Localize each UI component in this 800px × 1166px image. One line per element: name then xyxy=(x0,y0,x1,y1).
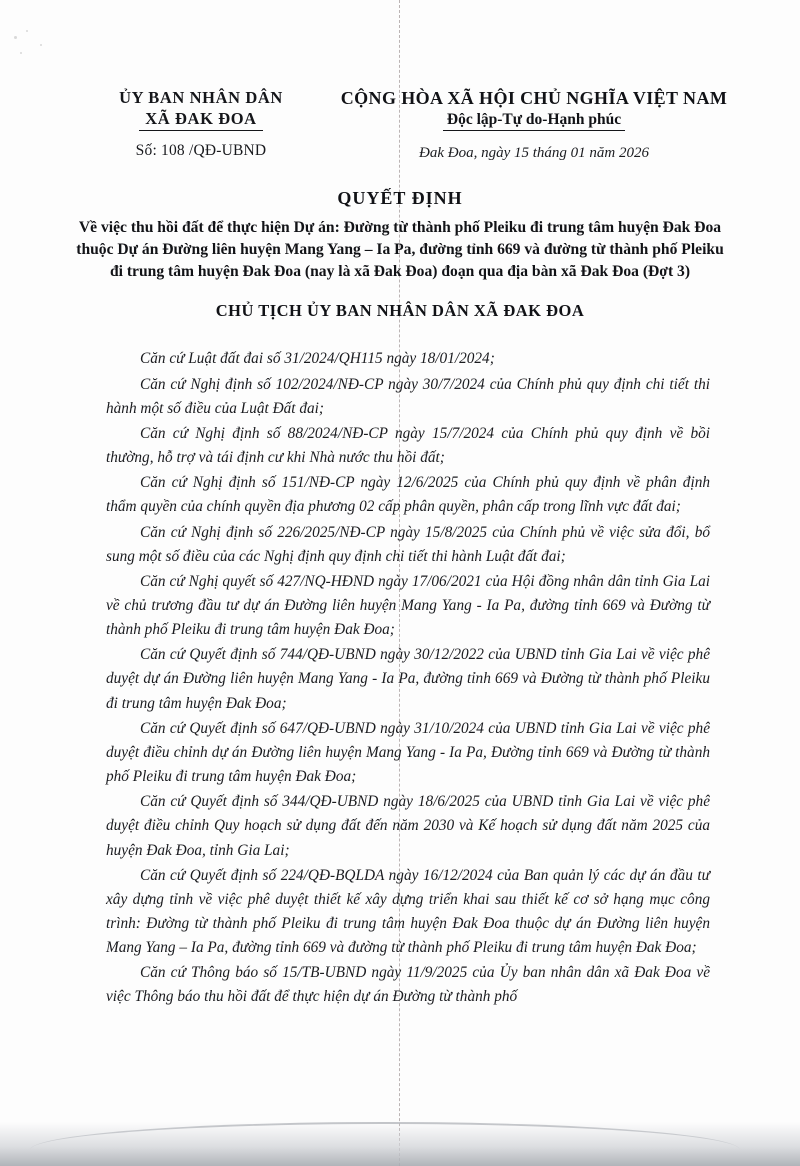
legal-basis-paragraph: Căn cứ Thông báo số 15/TB-UBND ngày 11/9/2025 của Ủy ban nhân dân xã Đak Đoa về việc Thông báo thu hồi đất để thực hiện dự án Đường từ thành phố xyxy=(106,964,710,1006)
country-name: CỘNG HÒA XÃ HỘI CHỦ NGHĨA VIỆT NAM xyxy=(340,88,728,108)
legal-basis-list xyxy=(58,347,742,1009)
document-header xyxy=(58,0,742,162)
legal-basis-paragraph: Căn cứ Nghị định số 102/2024/NĐ-CP ngày 30/7/2024 của Chính phủ quy định chi tiết thi hành một số điều của Luật Đất đai; xyxy=(106,375,710,417)
place-and-date: Đak Đoa, ngày 15 tháng 01 năm 2026 xyxy=(419,145,649,161)
document-number: Số: 108 /QĐ-UBND xyxy=(135,142,267,159)
org-name-line1: ỦY BAN NHÂN DÂN xyxy=(119,88,283,107)
title-block xyxy=(58,188,742,321)
issuing-authority: CHỦ TỊCH ỦY BAN NHÂN DÂN XÃ ĐAK ĐOA xyxy=(215,301,585,321)
org-name-line2: XÃ ĐAK ĐOA xyxy=(139,109,262,131)
national-heading xyxy=(326,88,742,162)
legal-basis-paragraph: Căn cứ Quyết định số 344/QĐ-UBND ngày 18/6/2025 của UBND tỉnh Gia Lai về việc phê duyệt điều chỉnh Quy hoạch sử dụng đất đến năm 2030 và Kế hoạch sử dụng đất năm 2025 của huyện Đak Đoa, tỉnh Gia Lai; xyxy=(106,793,710,859)
legal-basis-paragraph: Căn cứ Quyết định số 224/QĐ-BQLDA ngày 16/12/2024 của Ban quản lý các dự án đầu tư xây dựng tỉnh về việc phê duyệt thiết kế xây dựng triển khai sau thiết kế cơ sở hạng mục công trình: Đường từ thành phố Pleiku đi trung tâm huyện Đak Đoa thuộc dự án Đường liên huyện Mang Yang – Ia Pa, đường tỉnh 669 và đường từ thành phố Pleiku đi trung tâm huyện Đak Đoa; xyxy=(106,866,710,957)
issuing-organization xyxy=(58,88,326,160)
legal-basis-paragraph: Căn cứ Quyết định số 647/QĐ-UBND ngày 31/10/2024 của UBND tỉnh Gia Lai về việc phê duyệt điều chỉnh dự án Đường liên huyện Mang Yang - Ia Pa, Đường tỉnh 669 và Đường từ thành phố Pleiku đi trung tâm huyện Đak Đoa; xyxy=(106,719,710,786)
legal-basis-paragraph: Căn cứ Nghị định số 88/2024/NĐ-CP ngày 15/7/2024 của Chính phủ quy định về bồi thường, hỗ trợ và tái định cư khi Nhà nước thu hồi đất; xyxy=(106,424,710,467)
legal-basis-paragraph: Căn cứ Nghị định số 151/NĐ-CP ngày 12/6/2025 của Chính phủ quy định về phân định thẩm quyền của chính quyền địa phương 02 cấp phân quyền, phân cấp trong lĩnh vực đất đai; xyxy=(106,474,710,516)
legal-basis-paragraph: Căn cứ Luật đất đai số 31/2024/QH115 ngày 18/01/2024; xyxy=(140,350,495,368)
scan-bottom-shadow xyxy=(0,1122,800,1166)
document-subtitle: Về việc thu hồi đất để thực hiện Dự án: Đường từ thành phố Pleiku đi trung tâm huyện Đak Đoa thuộc Dự án Đường liên huyện Mang Yang – Ia Pa, đường tỉnh 669 và đường từ thành phố Pleiku đi trung tâm huyện Đak Đoa (nay là xã Đak Đoa) đoạn qua địa bàn xã Đak Đoa (Đợt 3) xyxy=(76,219,724,281)
page-title: QUYẾT ĐỊNH xyxy=(337,188,463,208)
legal-basis-paragraph: Căn cứ Quyết định số 744/QĐ-UBND ngày 30/12/2022 của UBND tỉnh Gia Lai về việc phê duyệt dự án Đường liên huyện Mang Yang - Ia Pa, đường tỉnh 669 và Đường từ thành phố Pleiku đi trung tâm huyện Đak Đoa; xyxy=(106,646,710,712)
national-motto: Độc lập-Tự do-Hạnh phúc xyxy=(443,111,625,131)
legal-basis-paragraph: Căn cứ Nghị quyết số 427/NQ-HĐND ngày 17/06/2021 của Hội đồng nhân dân tỉnh Gia Lai về chủ trương đầu tư dự án Đường liên huyện Mang Yang - Ia Pa, đường tỉnh 669 và Đường từ thành phố Pleiku đi trung tâm huyện Đak Đoa; xyxy=(106,572,710,639)
legal-basis-paragraph: Căn cứ Nghị định số 226/2025/NĐ-CP ngày 15/8/2025 của Chính phủ về việc sửa đổi, bổ sung một số điều của các Nghị định quy định chi tiết thi hành Luật đất đai; xyxy=(106,523,710,565)
